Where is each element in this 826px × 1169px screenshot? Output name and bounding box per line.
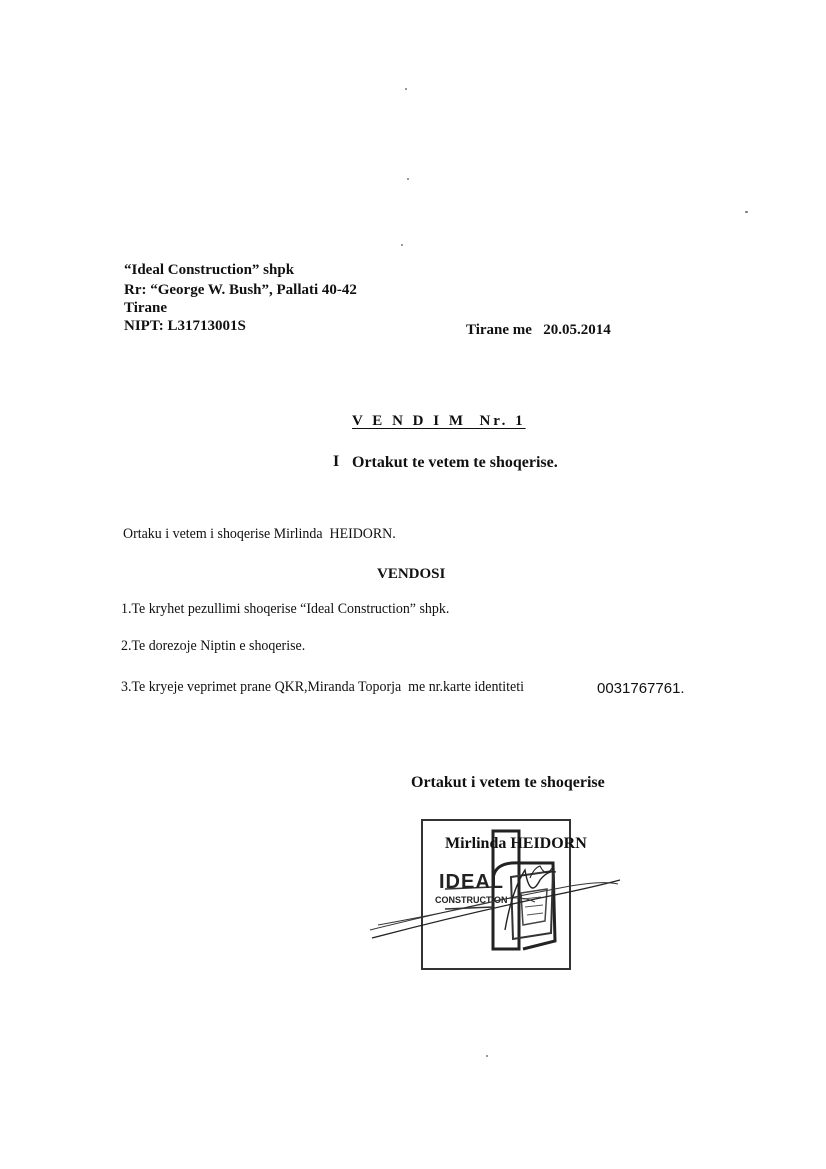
document-title: V E N D I M Nr. 1 <box>352 413 526 429</box>
date-line: Tirane me 20.05.2014 <box>466 322 611 338</box>
decision-item-3 <box>121 678 685 697</box>
company-name: “Ideal Construction” shpk <box>124 262 295 278</box>
decision-item-3-text: 3.Te kryeje veprimet prane QKR,Miranda Toporja me nr.karte identiteti <box>121 679 524 695</box>
stamp-logo-subword: CONSTRUCTION <box>435 895 508 905</box>
scan-speck <box>405 88 407 90</box>
decision-item-2: 2.Te dorezoje Niptin e shoqerise. <box>121 638 306 654</box>
company-address: Rr: “George W. Bush”, Pallati 40-42 <box>124 282 357 298</box>
id-card-number: 0031767761. <box>597 680 685 697</box>
subtitle-numeral: I <box>333 453 340 470</box>
company-city: Tirane <box>124 300 168 316</box>
scan-speck <box>407 178 409 180</box>
signatory-role: Ortakut i vetem te shoqerise <box>411 774 605 791</box>
decision-heading: VENDOSI <box>377 566 446 582</box>
scan-speck <box>745 211 748 213</box>
company-nipt: NIPT: L31713001S <box>124 318 246 334</box>
intro-paragraph: Ortaku i vetem i shoqerise Mirlinda HEIDORN. <box>123 526 396 542</box>
stamp-logo-word: IDEAL <box>439 871 504 893</box>
scan-speck <box>486 1055 488 1057</box>
decision-item-1: 1.Te kryhet pezullimi shoqerise “Ideal Construction” shpk. <box>121 601 450 617</box>
signer-name: Mirlinda HEIDORN <box>445 835 587 852</box>
document-subtitle: Ortakut te vetem te shoqerise. <box>352 454 558 471</box>
scan-speck <box>401 244 403 246</box>
